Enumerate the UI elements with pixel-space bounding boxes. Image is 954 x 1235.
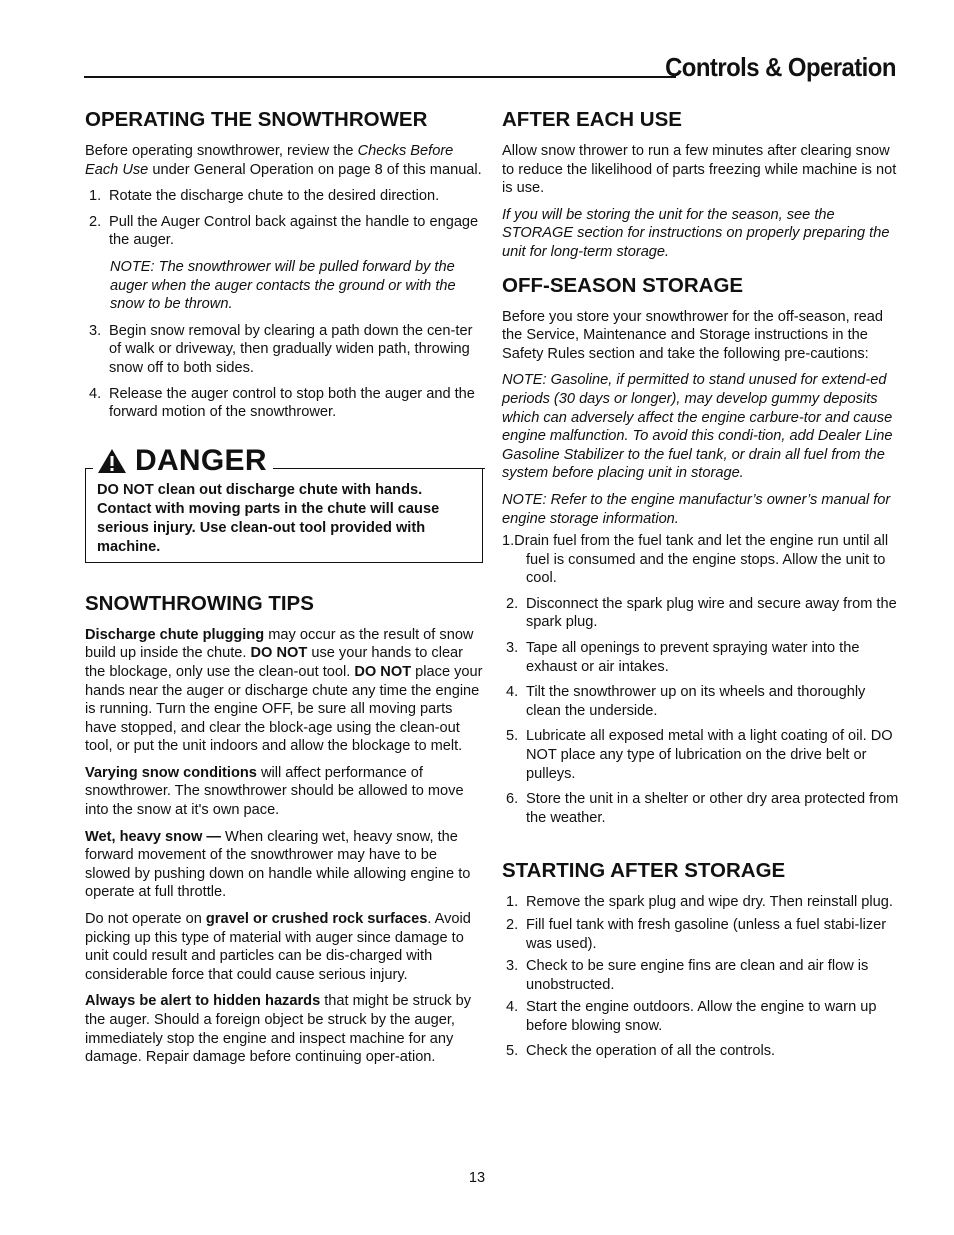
danger-box <box>85 443 483 572</box>
list-item: 1. Rotate the discharge chute to the desired direction. <box>89 188 440 205</box>
danger-header <box>97 444 273 478</box>
tips-heading: SNOWTHROWING TIPS <box>85 591 314 615</box>
list-item: 4. Tilt the snowthrower up on its wheels and thoroughly clean the underside. <box>506 684 866 719</box>
right-column <box>502 108 900 1068</box>
section-title: Controls & Operation <box>665 52 896 82</box>
list-item: 3. Check to be sure engine fins are clean and air flow is unobstructed. <box>506 958 869 993</box>
danger-top-rule-left <box>85 468 93 469</box>
tips-paragraph: Wet, heavy snow — When clearing wet, heavy snow, the forward movement of the snowthrower may have to be slowed by pushing down on handle while allowing engine to operate at full throttle. <box>85 828 471 901</box>
list-item: 5. Check the operation of all the controls. <box>506 1042 776 1059</box>
after-use-heading: AFTER EACH USE <box>502 108 682 131</box>
offseason-note: NOTE: Refer to the engine manufactur’s owner’s manual for engine storage information. <box>502 491 891 527</box>
offseason-heading: OFF-SEASON STORAGE <box>502 273 744 297</box>
operating-heading: OPERATING THE SNOWTHROWER <box>85 108 428 131</box>
tips-paragraph: Discharge chute plugging may occur as the result of snow build up inside the chute. DO NOT use your hands to clear the blockage, only use the clean-out tool. DO NOT place your hands near the auger or discharge chute any time the engine is running. Turn the engine OFF, be sure all moving parts have stopped, and clear the block-age using the clean-out tool, or put the unit indoors and allow the blockage to melt. <box>85 626 483 755</box>
list-item: 2. Fill fuel tank with fresh gasoline (unless a fuel stabi-lizer was used). <box>506 917 887 952</box>
list-item: 3. Tape all openings to prevent spraying water into the exhaust or air intakes. <box>506 640 860 675</box>
tips-paragraph: Always be alert to hidden hazards that might be struck by the auger. Should a foreign object be struck by the auger, immediately stop the engine and inspect machine for any damage. Repair damage before continuing oper-ation. <box>85 993 472 1066</box>
operating-intro: Before operating snowthrower, review the Checks Before Each Use under General Operation on page 8 of this manual. <box>85 143 482 178</box>
starting-steps <box>502 893 900 1060</box>
list-item: 5. Lubricate all exposed metal with a light coating of oil. DO NOT place any type of lubrication on the drive belt or pulleys. <box>506 728 893 782</box>
list-item: 4. Release the auger control to stop both the auger and the forward motion of the snowthrower. <box>89 385 475 421</box>
offseason-steps <box>502 595 900 828</box>
list-item: 4. Start the engine outdoors. Allow the engine to warn up before blowing snow. <box>506 999 877 1034</box>
left-column <box>85 108 483 1075</box>
offseason-intro: Before you store your snowthrower for the off-season, read the Service, Maintenance and Storage instructions in the Safety Rules section and take the following pre-cautions: <box>502 308 883 362</box>
operating-steps <box>85 187 483 250</box>
danger-top-rule <box>260 468 485 469</box>
danger-text: DO NOT clean out discharge chute with hands. Contact with moving parts in the chute will cause serious injury. Use clean-out tool provided with machine. <box>97 481 440 555</box>
list-item: 2. Pull the Auger Control back against the handle to engage the auger. <box>89 213 479 249</box>
list-item: 3. Begin snow removal by clearing a path down the cen-ter of walk or driveway, then gradually widen path, throwing snow off to both sides. <box>89 322 473 376</box>
starting-heading: STARTING AFTER STORAGE <box>502 859 786 883</box>
after-use-paragraph: Allow snow thrower to run a few minutes after clearing snow to reduce the likelihood of parts freezing while machine is not is use. <box>502 143 897 197</box>
list-item: 1.Drain fuel from the fuel tank and let the engine run until all fuel is consumed and the engine stops. Allow the unit to cool. <box>502 533 889 587</box>
list-item: 1. Remove the spark plug and wipe dry. Then reinstall plug. <box>506 894 893 911</box>
operating-note: NOTE: The snowthrower will be pulled forward by the auger when the auger contacts the ground or with the snow to be thrown. <box>110 258 456 313</box>
warning-icon <box>97 448 127 474</box>
header-rule <box>84 76 676 78</box>
operating-steps-continued <box>85 322 483 422</box>
list-item: 6. Store the unit in a shelter or other dry area protected from the weather. <box>506 791 899 826</box>
danger-title: DANGER <box>135 443 267 477</box>
page-number: 13 <box>468 1170 486 1186</box>
tips-paragraph: Varying snow conditions will affect performance of snowthrower. The snowthrower should be allowed to move into the snow at it's own pace. <box>85 764 464 819</box>
tips-paragraph: Do not operate on gravel or crushed rock surfaces. Avoid picking up this type of material with auger since damage to unit could result and particles can be dis-charged with considerable force that could cause serious injury. <box>85 911 471 983</box>
offseason-note: NOTE: Gasoline, if permitted to stand unused for extend-ed periods (30 days or longer), may develop gummy deposits which can adversely affect the engine carbure-tor and cause engine malfunction. To avoid this condi-tion, add Dealer Line Gasoline Stabilizer to the fuel tank, or drain all fuel from the system before placing unit in storage. <box>502 372 893 482</box>
after-use-note: If you will be storing the unit for the season, see the STORAGE section for instructions on properly preparing the unit for long-term storage. <box>502 206 890 260</box>
list-item: 2. Disconnect the spark plug wire and secure away from the spark plug. <box>506 595 897 631</box>
